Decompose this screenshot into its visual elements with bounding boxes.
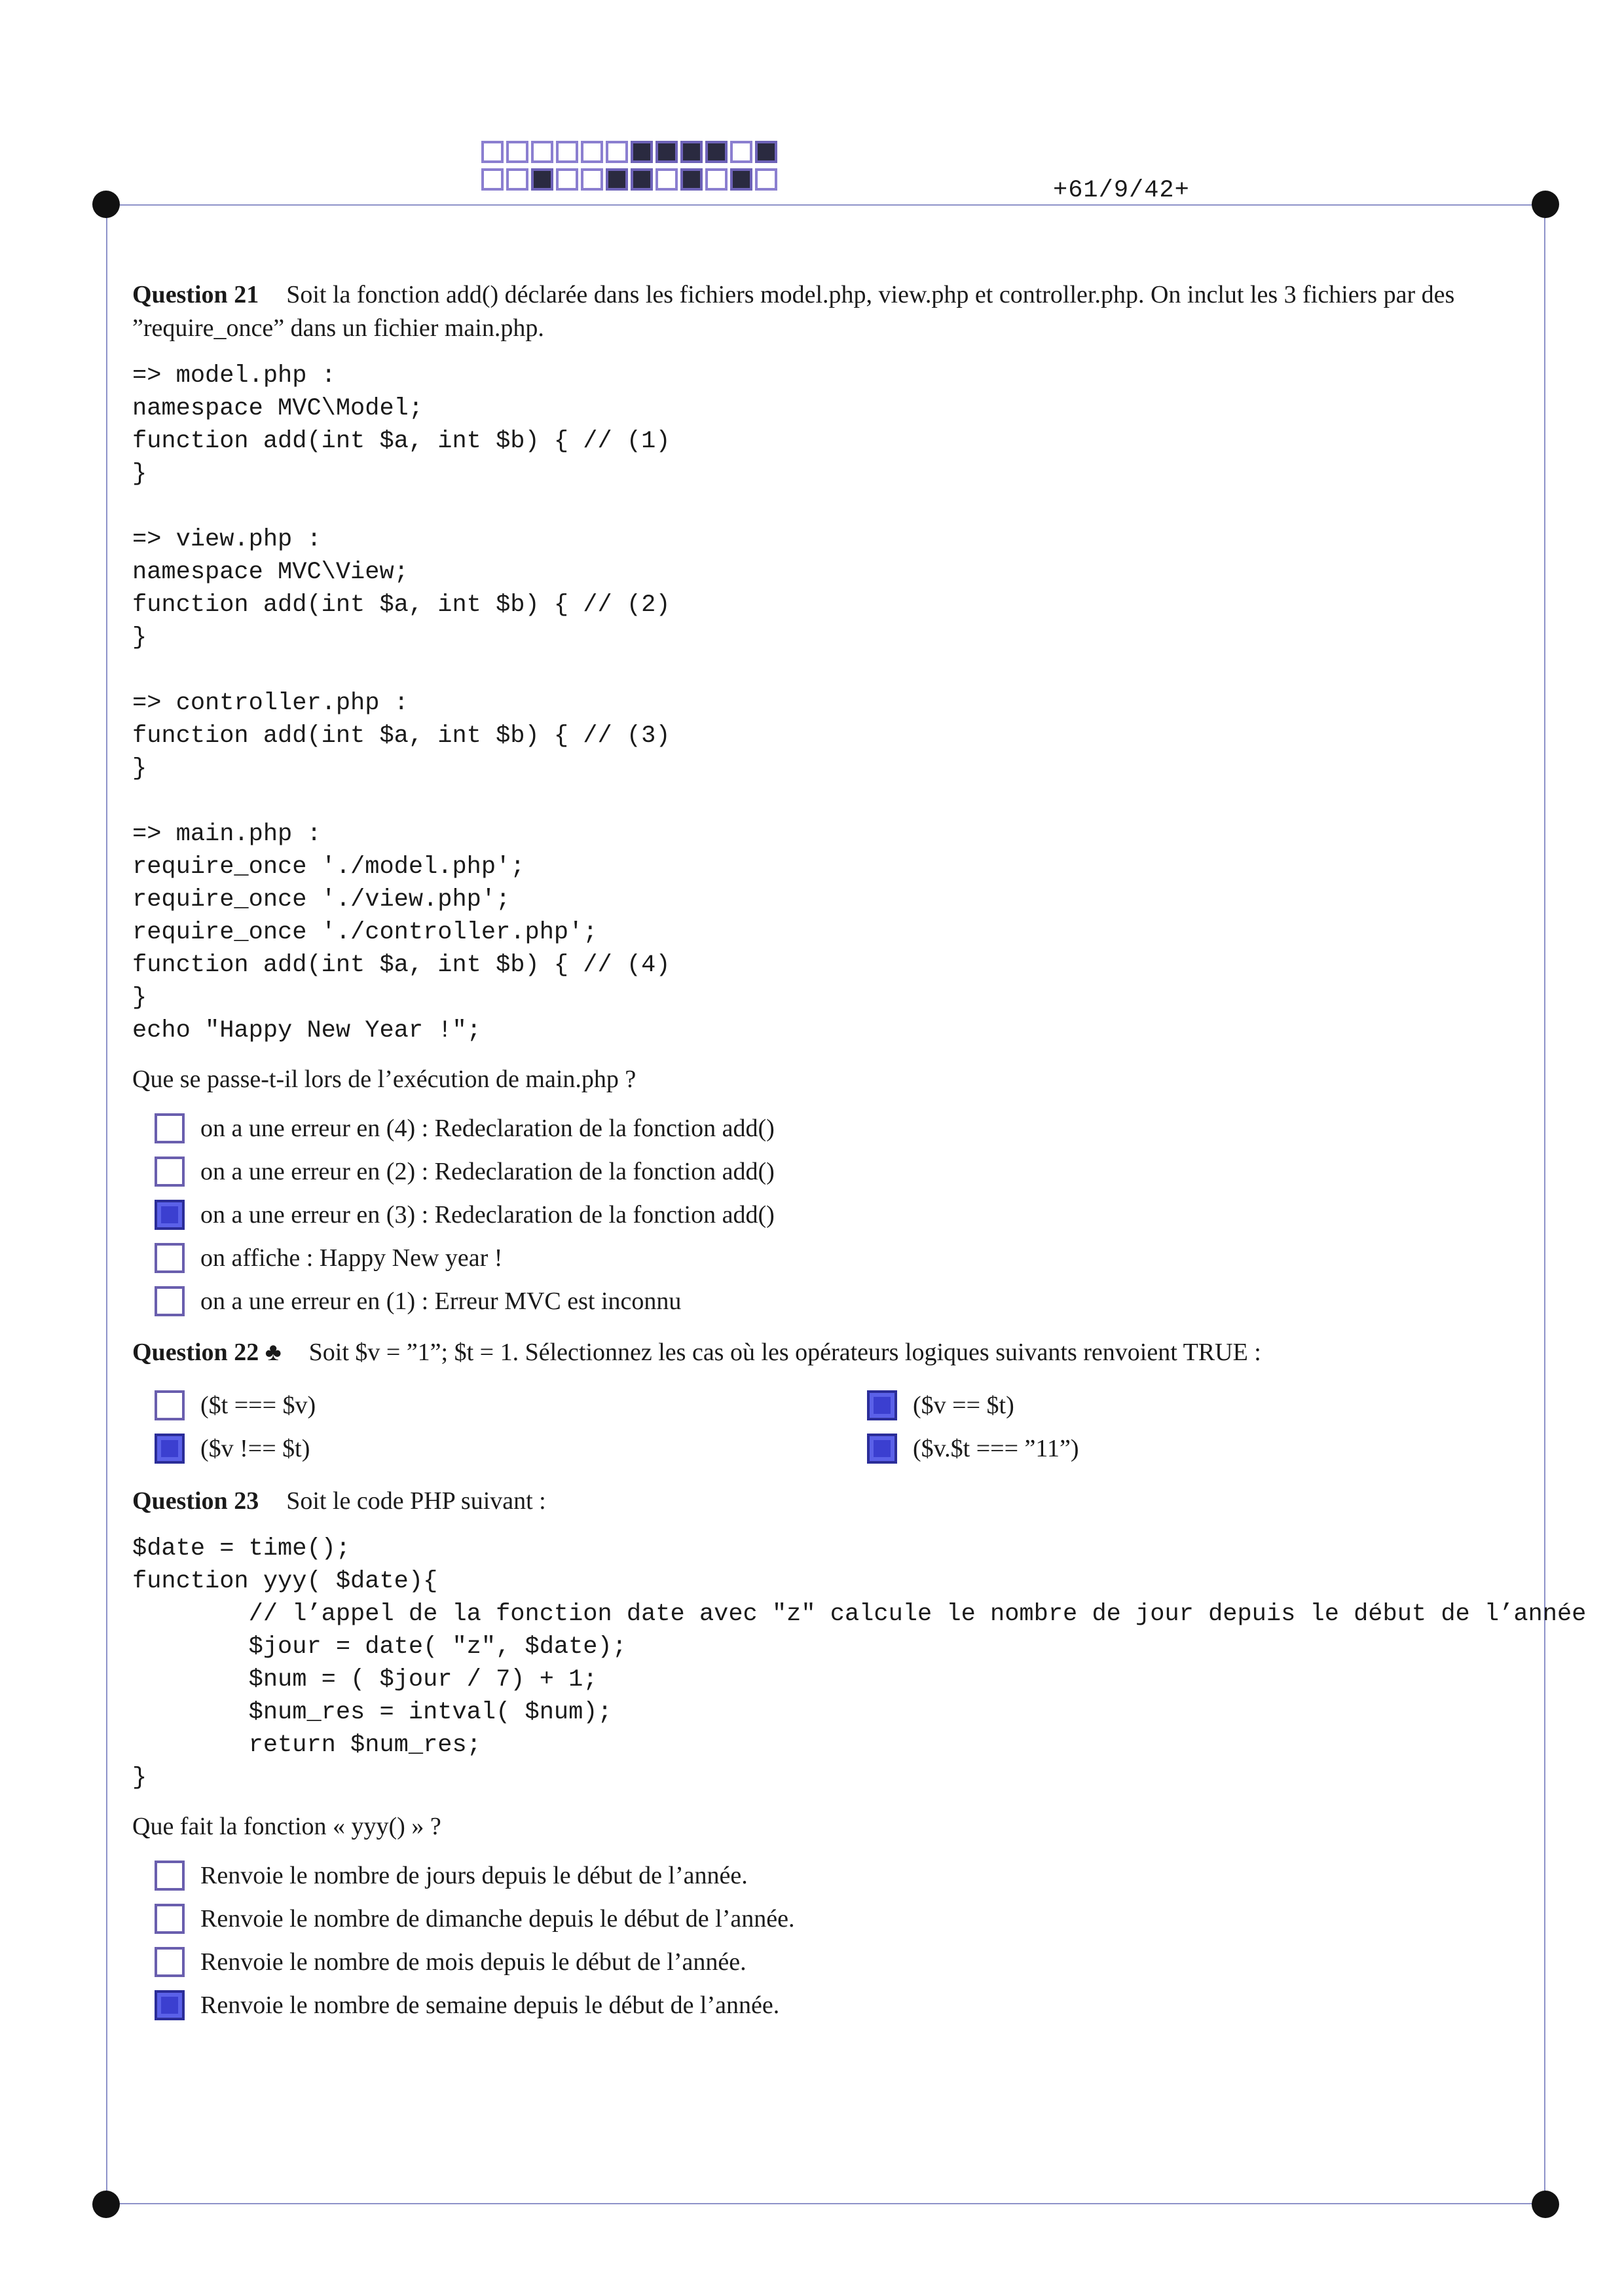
question-text: Soit $v = ”1”; $t = 1. Sélectionnez les cas où les opérateurs logiques suivants renvoient TRUE : bbox=[308, 1339, 1261, 1366]
checkbox[interactable] bbox=[155, 1200, 185, 1230]
checkbox[interactable] bbox=[155, 1113, 185, 1143]
answer-option[interactable]: Renvoie le nombre de jours depuis le début de l’année. bbox=[155, 1854, 1540, 1897]
barcode-cell bbox=[705, 168, 728, 191]
answer-option[interactable]: Renvoie le nombre de mois depuis le début de l’année. bbox=[155, 1940, 1540, 1984]
checkbox[interactable] bbox=[155, 1390, 185, 1420]
question-21 bbox=[132, 278, 1540, 1323]
answer-option[interactable]: ($v == $t) bbox=[867, 1384, 1522, 1427]
answer-option[interactable]: on a une erreur en (1) : Erreur MVC est inconnu bbox=[155, 1280, 1540, 1323]
barcode-cell bbox=[481, 141, 504, 163]
answer-option[interactable]: Renvoie le nombre de dimanche depuis le début de l’année. bbox=[155, 1897, 1540, 1940]
answer-list bbox=[155, 1854, 1540, 2027]
barcode-cell bbox=[581, 141, 603, 163]
barcode bbox=[481, 141, 777, 196]
answer-option[interactable]: on a une erreur en (2) : Redeclaration de la fonction add() bbox=[155, 1150, 1540, 1193]
registration-mark-bottom-right bbox=[1532, 2191, 1559, 2218]
barcode-cell bbox=[631, 141, 653, 163]
checkbox[interactable] bbox=[867, 1390, 897, 1420]
question-number: Question 23 bbox=[132, 1487, 259, 1515]
barcode-row-1 bbox=[481, 141, 777, 163]
checkbox[interactable] bbox=[155, 1157, 185, 1187]
barcode-cell bbox=[556, 141, 578, 163]
question-prompt: Que se passe-t-il lors de l’exécution de main.php ? bbox=[132, 1065, 637, 1093]
question-text: Soit le code PHP suivant : bbox=[286, 1487, 546, 1515]
barcode-cell bbox=[631, 168, 653, 191]
question-number: Question 22 ♣ bbox=[132, 1339, 282, 1366]
barcode-cell bbox=[755, 168, 777, 191]
barcode-cell bbox=[481, 168, 504, 191]
barcode-cell bbox=[606, 168, 628, 191]
answer-grid bbox=[155, 1384, 1540, 1470]
barcode-cell bbox=[556, 168, 578, 191]
barcode-cell bbox=[655, 141, 678, 163]
barcode-cell bbox=[531, 168, 553, 191]
question-text: Soit la fonction add() déclarée dans les fichiers model.php, view.php et controller.php. On inclut les 3 fichiers par des ”require_once” dans un fichier main.php. bbox=[132, 281, 1455, 342]
checkbox[interactable] bbox=[155, 1861, 185, 1891]
checkbox[interactable] bbox=[867, 1434, 897, 1464]
answer-option[interactable]: on affiche : Happy New year ! bbox=[155, 1236, 1540, 1280]
barcode-cell bbox=[506, 141, 528, 163]
code-block: $date = time(); function yyy( $date){ // l’appel de la fonction date avec "z" calcule le nombre de jour depuis le début de l’année $jour = date( "z", $date); $num = ( $jour / 7) + 1; $num_res = intval( $num); return $num_res; } bbox=[132, 1535, 1587, 1792]
checkbox[interactable] bbox=[155, 1434, 185, 1464]
barcode-cell bbox=[680, 168, 703, 191]
answer-option[interactable]: on a une erreur en (3) : Redeclaration de la fonction add() bbox=[155, 1193, 1540, 1236]
question-prompt: Que fait la fonction « yyy() » ? bbox=[132, 1813, 441, 1840]
answer-option[interactable]: on a une erreur en (4) : Redeclaration de la fonction add() bbox=[155, 1107, 1540, 1150]
barcode-cell bbox=[730, 141, 752, 163]
barcode-cell bbox=[531, 141, 553, 163]
registration-mark-bottom-left bbox=[92, 2191, 120, 2218]
answer-option[interactable]: ($v !== $t) bbox=[155, 1427, 867, 1470]
barcode-cell bbox=[680, 141, 703, 163]
barcode-cell bbox=[606, 141, 628, 163]
answer-list bbox=[155, 1107, 1540, 1323]
question-23 bbox=[132, 1485, 1587, 2027]
question-22 bbox=[132, 1336, 1540, 1470]
barcode-cell bbox=[730, 168, 752, 191]
barcode-cell bbox=[705, 141, 728, 163]
checkbox[interactable] bbox=[155, 1243, 185, 1273]
barcode-cell bbox=[655, 168, 678, 191]
code-block: => model.php : namespace MVC\Model; function add(int $a, int $b) { // (1) } => view.php : namespace MVC\View; function add(int $a, int $b) { // (2) } => controller.php : function add(int $a, int $b) { // (3) } => main.php : require_once './model.php'; require_once './view.php'; require_once './controller.php'; function add(int $a, int $b) { // (4) } echo "Happy New Year !"; bbox=[132, 362, 671, 1045]
answer-option[interactable]: ($t === $v) bbox=[155, 1384, 867, 1427]
page-id: +61/9/42+ bbox=[1053, 177, 1190, 204]
checkbox[interactable] bbox=[155, 1286, 185, 1316]
checkbox[interactable] bbox=[155, 1947, 185, 1977]
registration-mark-top-left bbox=[92, 191, 120, 218]
answer-option[interactable]: Renvoie le nombre de semaine depuis le début de l’année. bbox=[155, 1984, 1540, 2027]
registration-mark-top-right bbox=[1532, 191, 1559, 218]
barcode-cell bbox=[755, 141, 777, 163]
barcode-cell bbox=[581, 168, 603, 191]
question-number: Question 21 bbox=[132, 281, 259, 308]
barcode-row-2 bbox=[481, 168, 777, 191]
page-content bbox=[132, 278, 1587, 2040]
checkbox[interactable] bbox=[155, 1990, 185, 2020]
barcode-cell bbox=[506, 168, 528, 191]
answer-option[interactable]: ($v.$t === ”11”) bbox=[867, 1427, 1522, 1470]
checkbox[interactable] bbox=[155, 1904, 185, 1934]
